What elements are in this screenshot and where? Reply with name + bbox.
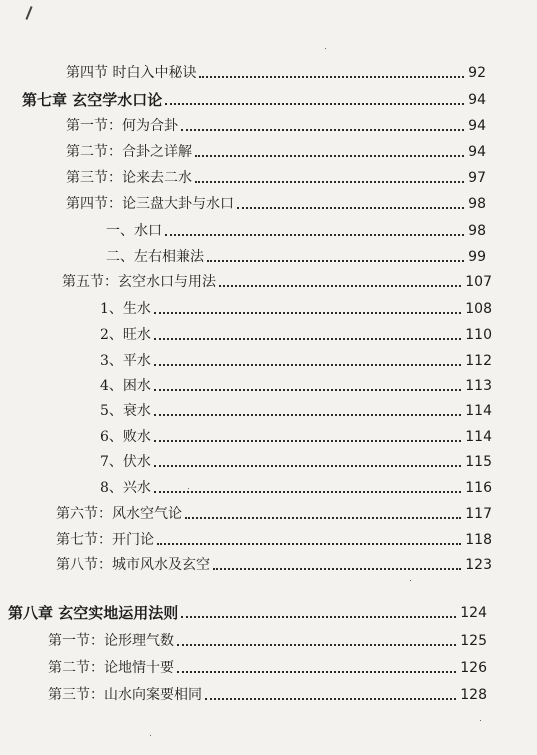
leader-dots xyxy=(165,103,464,105)
toc-page-number: 107 xyxy=(465,274,492,290)
leader-dots xyxy=(213,568,461,570)
toc-sub-entry xyxy=(106,222,486,240)
leader-dots xyxy=(237,207,464,209)
toc-title: 第三节：论来去二水 xyxy=(66,170,192,186)
toc-entry xyxy=(62,273,492,291)
toc-page-number: 98 xyxy=(468,196,486,212)
leader-dots xyxy=(154,414,461,416)
toc-page-number: 99 xyxy=(468,249,486,265)
toc-entry xyxy=(48,659,487,677)
toc-item-entry xyxy=(100,479,492,497)
toc-entry xyxy=(48,686,487,704)
toc-page-number: 92 xyxy=(468,65,486,81)
leader-dots xyxy=(207,260,464,262)
toc-item-entry xyxy=(100,453,492,471)
leader-dots xyxy=(154,465,461,467)
leader-dots xyxy=(185,517,461,519)
scan-speck xyxy=(410,580,411,581)
toc-page-number: 113 xyxy=(465,378,492,394)
toc-entry xyxy=(66,143,486,161)
toc-page-number: 97 xyxy=(468,170,486,186)
toc-page-number: 118 xyxy=(465,532,492,548)
leader-dots xyxy=(157,543,461,545)
toc-entry xyxy=(56,505,492,523)
toc-entry xyxy=(66,169,486,187)
toc-title: 第三节：山水向案要相同 xyxy=(48,687,202,703)
toc-page-number: 123 xyxy=(465,557,492,573)
toc-page-number: 112 xyxy=(465,353,492,369)
toc-title: 第七节：开门论 xyxy=(56,532,154,548)
toc-title: 第五节：玄空水口与用法 xyxy=(62,274,216,290)
leader-dots xyxy=(154,312,461,314)
toc-page-number: 117 xyxy=(465,506,492,522)
toc-page-number: 128 xyxy=(460,687,487,703)
toc-page-number: 116 xyxy=(465,480,492,496)
toc-page-number: 94 xyxy=(468,92,486,108)
leader-dots xyxy=(181,129,464,131)
leader-dots xyxy=(154,389,461,391)
toc-item-entry xyxy=(100,402,492,420)
toc-page-number: 124 xyxy=(460,605,487,621)
toc-page-number: 125 xyxy=(460,633,487,649)
toc-title: 8、兴水 xyxy=(100,480,151,496)
toc-item-entry xyxy=(100,428,492,446)
toc-title: 2、旺水 xyxy=(100,327,151,343)
leader-dots xyxy=(165,234,464,236)
toc-page-number: 108 xyxy=(465,301,492,317)
toc-title: 4、困水 xyxy=(100,378,151,394)
toc-entry xyxy=(66,195,486,213)
scan-speck xyxy=(480,720,481,721)
toc-page-number: 94 xyxy=(468,118,486,134)
toc-title: 第四节：论三盘大卦与水口 xyxy=(66,196,234,212)
leader-dots xyxy=(219,285,461,287)
leader-dots xyxy=(195,181,464,183)
toc-title: 6、败水 xyxy=(100,429,151,445)
toc-entry xyxy=(48,632,487,650)
toc-title: 7、伏水 xyxy=(100,454,151,470)
scan-speck xyxy=(188,488,189,489)
toc-title: 第四节 时白入中秘诀 xyxy=(66,65,197,81)
leader-dots xyxy=(205,698,456,700)
toc-title: 第八节：城市风水及玄空 xyxy=(56,557,210,573)
toc-item-entry xyxy=(100,326,492,344)
leader-dots xyxy=(181,616,456,618)
toc-entry xyxy=(66,64,486,82)
leader-dots xyxy=(177,671,456,673)
toc-title: 第六节：风水空气论 xyxy=(56,506,182,522)
leader-dots xyxy=(154,491,461,493)
toc-entry xyxy=(66,117,486,135)
toc-title: 1、生水 xyxy=(100,301,151,317)
scan-mark xyxy=(25,6,32,20)
toc-chapter-entry xyxy=(22,91,486,109)
leader-dots xyxy=(154,440,461,442)
toc-title: 3、平水 xyxy=(100,353,151,369)
toc-title: 第二节：论地情十要 xyxy=(48,660,174,676)
toc-title: 第七章 玄空学水口论 xyxy=(22,91,163,109)
leader-dots xyxy=(195,155,464,157)
toc-title: 第八章 玄空实地运用法则 xyxy=(8,604,179,622)
leader-dots xyxy=(199,76,464,78)
toc-title: 第一节：论形理气数 xyxy=(48,633,174,649)
toc-page-number: 94 xyxy=(468,144,486,160)
leader-dots xyxy=(177,644,456,646)
toc-item-entry xyxy=(100,377,492,395)
toc-page-number: 114 xyxy=(465,429,492,445)
toc-title: 5、衰水 xyxy=(100,403,151,419)
toc-sub-entry xyxy=(106,248,486,266)
toc-title: 一、水口 xyxy=(106,223,162,239)
toc-page-number: 98 xyxy=(468,223,486,239)
scan-speck xyxy=(150,735,151,736)
toc-item-entry xyxy=(100,352,492,370)
toc-page-number: 115 xyxy=(465,454,492,470)
toc-page-number: 126 xyxy=(460,660,487,676)
toc-entry xyxy=(56,531,492,549)
toc-title: 第一节：何为合卦 xyxy=(66,118,178,134)
toc-item-entry xyxy=(100,300,492,318)
toc-title: 第二节：合卦之详解 xyxy=(66,144,192,160)
toc-title: 二、左右相兼法 xyxy=(106,249,204,265)
leader-dots xyxy=(154,338,461,340)
leader-dots xyxy=(154,364,461,366)
toc-entry xyxy=(56,556,492,574)
toc-page-number: 114 xyxy=(465,403,492,419)
toc-chapter-entry xyxy=(8,604,487,622)
scan-speck xyxy=(325,48,326,49)
toc-page-number: 110 xyxy=(465,327,492,343)
